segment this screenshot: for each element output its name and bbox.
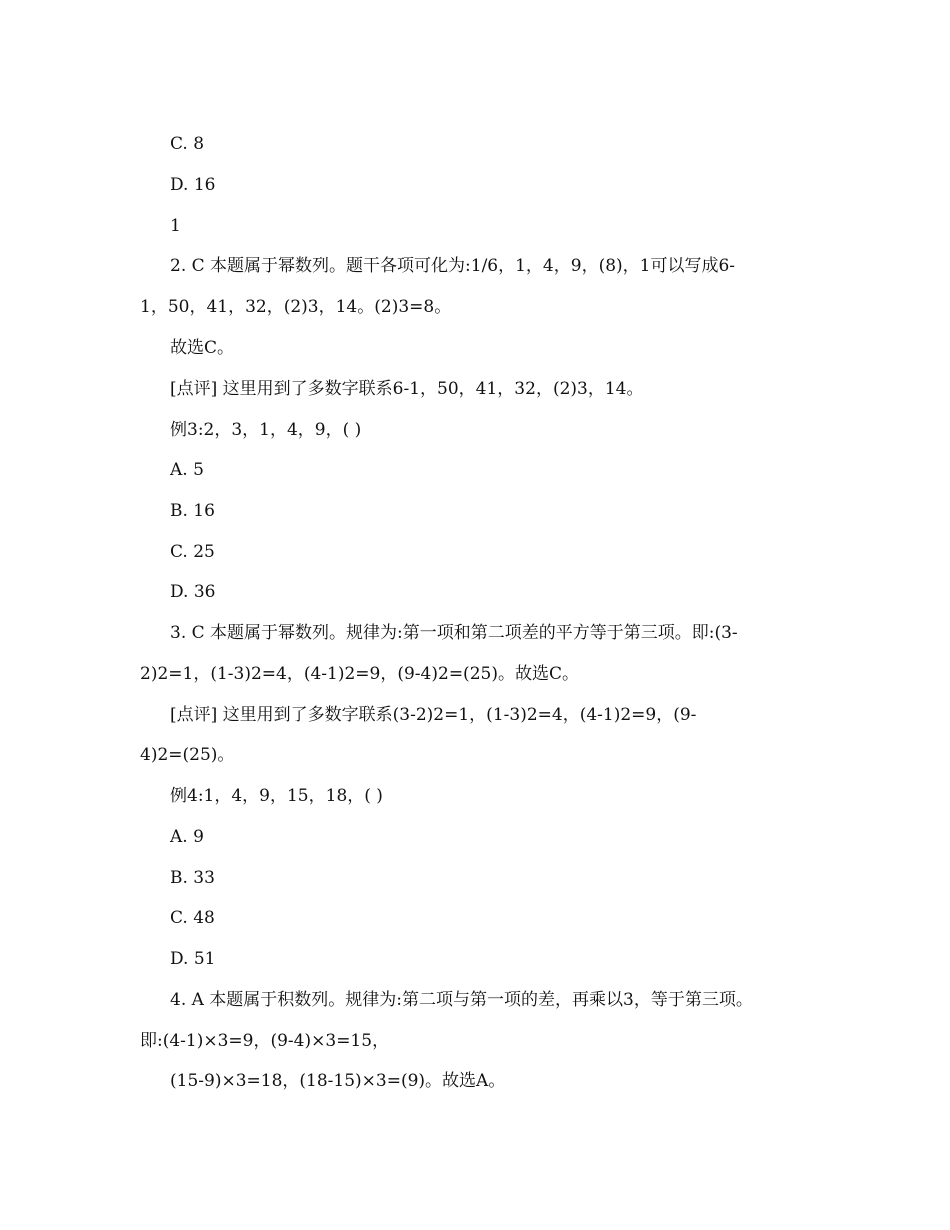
comment-3-line-1: [点评] 这里用到了多数字联系(3-2)2=1，(1-3)2=4，(4-1)2=9，(9- <box>170 705 697 725</box>
answer-4-line-3: (15-9)×3=18，(18-15)×3=(9)。故选A。 <box>170 1071 506 1091</box>
comment-3-line-2: 4)2=(25)。 <box>140 745 235 765</box>
example-3-option-a: A. 5 <box>170 460 204 480</box>
example-4-option-c: C. 48 <box>170 908 215 928</box>
example-3-option-c: C. 25 <box>170 542 215 562</box>
example-4-option-d: D. 51 <box>170 949 216 969</box>
answer-4-line-1: 4. A 本题属于积数列。规律为:第二项与第一项的差，再乘以3，等于第三项。 <box>170 990 753 1010</box>
example-4-option-b: B. 33 <box>170 868 215 888</box>
example-4-question: 例4:1，4，9，15，18，( ) <box>170 786 383 806</box>
answer-2-line-1: 2. C 本题属于幂数列。题干各项可化为:1/6，1，4，9，(8)，1可以写成6- <box>170 256 736 276</box>
answer-3-line-2: 2)2=1，(1-3)2=4，(4-1)2=9，(9-4)2=(25)。故选C。 <box>140 664 579 684</box>
example-4-option-a: A. 9 <box>170 827 204 847</box>
option-d-prev: D. 16 <box>170 175 216 195</box>
comment-2: [点评] 这里用到了多数字联系6-1，50，41，32，(2)3，14。 <box>170 379 644 399</box>
page-number: 1 <box>170 216 181 236</box>
example-3-option-d: D. 36 <box>170 582 216 602</box>
answer-2-conclusion: 故选C。 <box>170 338 235 358</box>
option-c-prev: C. 8 <box>170 134 205 154</box>
answer-2-line-2: 1，50，41，32，(2)3，14。(2)3=8。 <box>140 297 452 317</box>
example-3-question: 例3:2，3，1，4，9，( ) <box>170 420 362 440</box>
example-3-option-b: B. 16 <box>170 501 215 521</box>
answer-4-line-2: 即:(4-1)×3=9，(9-4)×3=15， <box>140 1031 390 1051</box>
answer-3-line-1: 3. C 本题属于幂数列。规律为:第一项和第二项差的平方等于第三项。即:(3- <box>170 623 738 643</box>
